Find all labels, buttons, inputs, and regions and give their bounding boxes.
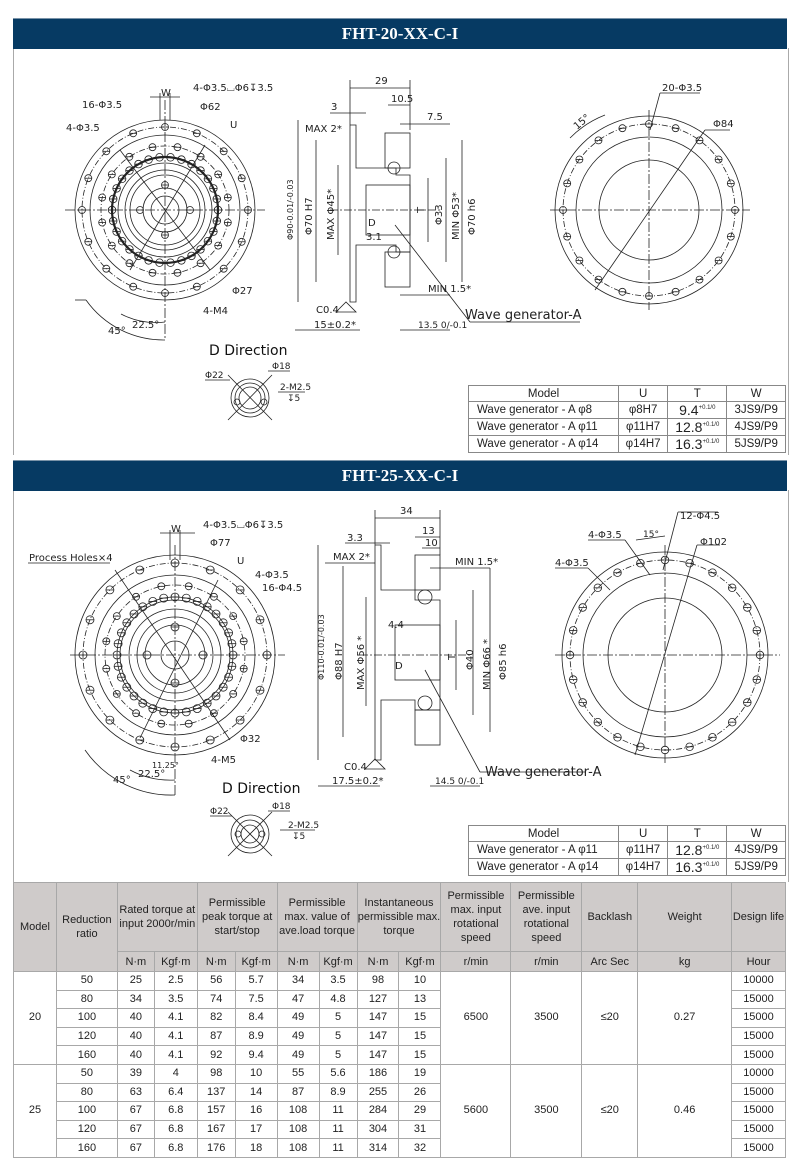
cell-peak-nm: 176 <box>197 1139 235 1158</box>
cell-ratio: 50 <box>56 972 117 991</box>
label-15deg: 15° <box>643 530 659 540</box>
label-m4: 4-M4 <box>203 306 228 317</box>
label-max56: MAX Φ56 * <box>356 635 367 690</box>
label-angle-11: 11.25° <box>152 761 179 770</box>
cell-life: 10000 <box>731 972 785 991</box>
wg-header-t: T <box>668 826 727 842</box>
cell-rated-nm: 34 <box>117 990 154 1009</box>
cell-life: 15000 <box>731 1102 785 1121</box>
label-u: U <box>230 120 238 131</box>
header-instant: Instantaneous permissible max. torque <box>357 883 441 952</box>
unit-kg: kg <box>638 952 732 972</box>
wg-header-model: Model <box>469 826 619 842</box>
rear-view-fht25 <box>555 512 780 765</box>
spec-row <box>14 972 786 991</box>
cell-life: 15000 <box>731 1027 785 1046</box>
cell-ratio: 80 <box>56 1083 117 1102</box>
cell-ave-kgf: 11 <box>319 1120 357 1139</box>
wg-header-model: Model <box>469 386 619 402</box>
label-holes-c: 4-Φ3.5 <box>255 570 289 581</box>
unit-nm: N·m <box>277 952 319 972</box>
label-angle-45: 45° <box>108 326 126 337</box>
cell-ratio: 80 <box>56 990 117 1009</box>
cell-rated-kgf: 6.8 <box>154 1139 197 1158</box>
unit-arcsec: Arc Sec <box>582 952 638 972</box>
cell-inst-kgf: 13 <box>399 990 441 1009</box>
label-14-5: 14.5 0/-0.1 <box>435 777 485 787</box>
label-holes-a: 4-Φ3.5⌴Φ6↧3.5 <box>203 520 284 531</box>
cell-rated-kgf: 6.4 <box>154 1083 197 1102</box>
wg-header-t: T <box>668 386 727 402</box>
d-direction-title-fht20: D Direction <box>209 343 288 359</box>
cell-ave-kgf: 5 <box>319 1046 357 1065</box>
label-d: D <box>395 661 403 672</box>
cell-weight: 0.27 <box>638 972 732 1065</box>
wg-header-u: U <box>619 826 668 842</box>
label-dia70h7: Φ70 H7 <box>304 197 315 235</box>
cell-ave-nm: 47 <box>277 990 319 1009</box>
label-dia85h6: Φ85 h6 <box>498 643 509 680</box>
wave-generator-table-fht25 <box>468 825 786 876</box>
wg-row: Wave generator - A φ8 φ8H7 $9.4^{+0.1/0}$ 3JS9/P9 <box>469 402 786 419</box>
cell-peak-nm: 137 <box>197 1083 235 1102</box>
unit-kgfm: Kgf·m <box>235 952 277 972</box>
cell-peak-kgf: 5.7 <box>235 972 277 991</box>
header-life: Design life <box>731 883 785 952</box>
label-15deg: 15° <box>571 112 593 133</box>
cell-rated-nm: 40 <box>117 1009 154 1028</box>
label-max45: MAX Φ45* <box>326 188 337 240</box>
cell-ave-kgf: 11 <box>319 1102 357 1121</box>
label-29: 29 <box>375 76 388 87</box>
cell-inst-nm: 304 <box>357 1120 399 1139</box>
spec-table-body <box>14 972 786 1158</box>
cell-peak-nm: 167 <box>197 1120 235 1139</box>
label-t: T <box>447 653 458 660</box>
cell-rated-kgf: 3.5 <box>154 990 197 1009</box>
label-17-5: 17.5±0.2* <box>332 776 384 787</box>
wave-generator-table-fht20 <box>468 385 786 453</box>
cell-ratio: 50 <box>56 1064 117 1083</box>
label-holes-a: 4-Φ3.5⌴Φ6↧3.5 <box>193 83 274 94</box>
cell-rated-nm: 40 <box>117 1046 154 1065</box>
header-peak: Permissible peak torque at start/stop <box>197 883 277 952</box>
label-dia84: Φ84 <box>713 119 734 130</box>
cell-rated-kgf: 4 <box>154 1064 197 1083</box>
wg-header-w: W <box>727 386 786 402</box>
header-ave-load: Permissible max. value of ave.load torque <box>277 883 357 952</box>
label-13-5: 13.5 0/-0.1 <box>418 321 468 331</box>
spec-row <box>14 1064 786 1083</box>
cell-inst-nm: 314 <box>357 1139 399 1158</box>
header-max-speed: Permissible max. input rotational speed <box>441 883 511 952</box>
cell-ave-kgf: 3.5 <box>319 972 357 991</box>
cell-rated-nm: 67 <box>117 1120 154 1139</box>
cell-life: 15000 <box>731 1009 785 1028</box>
cell-ratio: 120 <box>56 1027 117 1046</box>
header-rated: Rated torque at input 2000r/min <box>117 883 197 952</box>
unit-rpm: r/min <box>441 952 511 972</box>
label-angle-22: 22.5° <box>138 769 166 780</box>
cell-ratio: 100 <box>56 1102 117 1121</box>
label-holes-c: 4-Φ3.5 <box>66 123 100 134</box>
cell-ave-speed: 3500 <box>511 1064 582 1157</box>
label-dd-22: Φ22 <box>205 371 224 381</box>
cell-peak-kgf: 8.4 <box>235 1009 277 1028</box>
cell-model: 20 <box>14 972 57 1065</box>
label-dd-thread: 2-M2.5 <box>280 383 312 393</box>
cell-inst-kgf: 29 <box>399 1102 441 1121</box>
label-t: T <box>416 206 427 213</box>
cell-life: 15000 <box>731 1046 785 1065</box>
unit-kgfm: Kgf·m <box>319 952 357 972</box>
label-holes-b: 16-Φ3.5 <box>82 100 123 111</box>
label-m5: 4-M5 <box>211 755 236 766</box>
cell-ave-nm: 108 <box>277 1120 319 1139</box>
cell-backlash: ≤20 <box>582 1064 638 1157</box>
header-model: Model <box>14 883 57 972</box>
cell-inst-nm: 284 <box>357 1102 399 1121</box>
label-12-holes: 12-Φ4.5 <box>680 511 721 522</box>
unit-kgfm: Kgf·m <box>154 952 197 972</box>
cell-ave-speed: 3500 <box>511 972 582 1065</box>
cell-inst-nm: 147 <box>357 1046 399 1065</box>
label-dd-depth: ↧5 <box>287 394 301 404</box>
cell-ave-nm: 49 <box>277 1009 319 1028</box>
cell-inst-kgf: 19 <box>399 1064 441 1083</box>
label-3-1: 3.1 <box>366 232 382 243</box>
cell-ratio: 100 <box>56 1009 117 1028</box>
cell-ratio: 160 <box>56 1046 117 1065</box>
label-process-holes: Process Holes×4 <box>29 553 113 564</box>
header-backlash: Backlash <box>582 883 638 952</box>
label-3-3: 3.3 <box>347 533 363 544</box>
cell-backlash: ≤20 <box>582 972 638 1065</box>
label-dia33: Φ33 <box>434 204 445 225</box>
d-direction-title-fht25: D Direction <box>222 781 301 797</box>
cell-peak-nm: 82 <box>197 1009 235 1028</box>
label-holes-b: 16-Φ4.5 <box>262 583 303 594</box>
cell-rated-kgf: 4.1 <box>154 1009 197 1028</box>
label-min1-5: MIN 1.5* <box>455 557 499 568</box>
cell-inst-kgf: 10 <box>399 972 441 991</box>
cell-rated-kgf: 2.5 <box>154 972 197 991</box>
cell-inst-kgf: 26 <box>399 1083 441 1102</box>
cell-peak-kgf: 14 <box>235 1083 277 1102</box>
cell-peak-kgf: 8.9 <box>235 1027 277 1046</box>
cell-ave-nm: 49 <box>277 1027 319 1046</box>
cell-ave-kgf: 5.6 <box>319 1064 357 1083</box>
cell-peak-kgf: 18 <box>235 1139 277 1158</box>
label-angle-22: 22.5° <box>132 320 160 331</box>
cell-inst-kgf: 15 <box>399 1009 441 1028</box>
cell-rated-kgf: 6.8 <box>154 1120 197 1139</box>
label-dia40: Φ40 <box>465 649 476 670</box>
label-20-holes: 20-Φ3.5 <box>662 83 703 94</box>
wg-row: Wave generator - A φ11 φ11H7 $12.8^{+0.1/0}$ 4JS9/P9 <box>469 842 786 859</box>
unit-kgfm: Kgf·m <box>399 952 441 972</box>
label-dia88h7: Φ88 H7 <box>334 642 345 680</box>
label-c04: C0.4 <box>316 305 339 316</box>
cell-ave-nm: 108 <box>277 1139 319 1158</box>
cell-max-speed: 6500 <box>441 972 511 1065</box>
cell-rated-nm: 63 <box>117 1083 154 1102</box>
cell-rated-kgf: 4.1 <box>154 1027 197 1046</box>
label-u: U <box>237 556 245 567</box>
label-min1-5: MIN 1.5* <box>428 284 472 295</box>
cell-ave-nm: 55 <box>277 1064 319 1083</box>
cell-inst-kgf: 15 <box>399 1046 441 1065</box>
header-ave-speed: Permissible ave. input rotational speed <box>511 883 582 952</box>
cell-peak-nm: 98 <box>197 1064 235 1083</box>
cell-peak-kgf: 7.5 <box>235 990 277 1009</box>
cell-model: 25 <box>14 1064 57 1157</box>
label-dia102: Φ102 <box>700 537 727 548</box>
cell-inst-kgf: 32 <box>399 1139 441 1158</box>
cell-inst-kgf: 31 <box>399 1120 441 1139</box>
cell-peak-nm: 157 <box>197 1102 235 1121</box>
cell-inst-nm: 147 <box>357 1009 399 1028</box>
cell-inst-nm: 255 <box>357 1083 399 1102</box>
unit-nm: N·m <box>357 952 399 972</box>
label-dia110: Φ110-0.01/-0.03 <box>317 614 326 680</box>
unit-hour: Hour <box>731 952 785 972</box>
cell-ave-nm: 49 <box>277 1046 319 1065</box>
cell-ave-nm: 108 <box>277 1102 319 1121</box>
cell-life: 15000 <box>731 1120 785 1139</box>
wg-row: Wave generator - A φ14 φ14H7 $16.3^{+0.1/0}$ 5JS9/P9 <box>469 859 786 876</box>
cell-peak-nm: 56 <box>197 972 235 991</box>
cell-ave-kgf: 4.8 <box>319 990 357 1009</box>
section-title-fht20: FHT-20-XX-C-I <box>13 18 787 49</box>
label-w: W <box>171 524 181 535</box>
header-weight: Weight <box>638 883 732 952</box>
wg-header-u: U <box>619 386 668 402</box>
cell-ave-kgf: 11 <box>319 1139 357 1158</box>
front-view-fht25 <box>28 530 285 795</box>
cell-ave-kgf: 5 <box>319 1027 357 1046</box>
cell-rated-nm: 67 <box>117 1102 154 1121</box>
cell-inst-nm: 147 <box>357 1027 399 1046</box>
label-dd-18: Φ18 <box>272 802 291 812</box>
cell-inst-nm: 98 <box>357 972 399 991</box>
label-max2: MAX 2* <box>333 552 370 563</box>
cell-ave-nm: 87 <box>277 1083 319 1102</box>
label-4-holes-b: 4-Φ3.5 <box>555 558 589 569</box>
wg-header-w: W <box>727 826 786 842</box>
cell-life: 15000 <box>731 1139 785 1158</box>
section-title-fht25: FHT-25-XX-C-I <box>13 460 787 491</box>
label-dia27: Φ27 <box>232 286 253 297</box>
label-dia70h6: Φ70 h6 <box>467 198 478 235</box>
cell-peak-kgf: 9.4 <box>235 1046 277 1065</box>
cell-life: 15000 <box>731 990 785 1009</box>
label-10-5: 10.5 <box>391 94 414 105</box>
cell-rated-nm: 40 <box>117 1027 154 1046</box>
spec-table <box>13 882 786 1158</box>
cell-rated-kgf: 4.1 <box>154 1046 197 1065</box>
cell-rated-kgf: 6.8 <box>154 1102 197 1121</box>
cell-peak-nm: 74 <box>197 990 235 1009</box>
label-angle-45: 45° <box>113 775 131 786</box>
label-dd-18: Φ18 <box>272 362 291 372</box>
cell-life: 15000 <box>731 1083 785 1102</box>
unit-nm: N·m <box>117 952 154 972</box>
label-dd-thread: 2-M2.5 <box>288 821 320 831</box>
label-13: 13 <box>422 526 435 537</box>
cell-rated-nm: 39 <box>117 1064 154 1083</box>
label-7-5: 7.5 <box>427 112 443 123</box>
label-15: 15±0.2* <box>314 320 357 331</box>
label-min53: MIN Φ53* <box>451 192 462 240</box>
cell-inst-kgf: 15 <box>399 1027 441 1046</box>
cell-max-speed: 5600 <box>441 1064 511 1157</box>
unit-rpm: r/min <box>511 952 582 972</box>
label-4-4: 4.4 <box>388 620 404 631</box>
cell-life: 10000 <box>731 1064 785 1083</box>
cell-peak-kgf: 10 <box>235 1064 277 1083</box>
label-wave-generator: Wave generator-A <box>465 308 582 323</box>
label-dia90: Φ90-0.01/-0.03 <box>286 179 295 240</box>
label-min66: MIN Φ66 * <box>482 638 493 690</box>
wg-row: Wave generator - A φ14 φ14H7 $16.3^{+0.1/0}$ 5JS9/P9 <box>469 436 786 453</box>
cell-peak-kgf: 17 <box>235 1120 277 1139</box>
cell-peak-nm: 87 <box>197 1027 235 1046</box>
cell-peak-kgf: 16 <box>235 1102 277 1121</box>
cell-rated-nm: 67 <box>117 1139 154 1158</box>
label-10: 10 <box>425 538 438 549</box>
label-dia32: Φ32 <box>240 734 261 745</box>
label-3: 3 <box>331 102 338 113</box>
cell-ave-kgf: 5 <box>319 1009 357 1028</box>
label-w: W <box>161 88 171 99</box>
cell-inst-nm: 186 <box>357 1064 399 1083</box>
label-wave-generator: Wave generator-A <box>485 765 602 780</box>
label-34: 34 <box>400 506 413 517</box>
cell-inst-nm: 127 <box>357 990 399 1009</box>
label-c04: C0.4 <box>344 762 367 773</box>
cell-ave-nm: 34 <box>277 972 319 991</box>
cell-peak-nm: 92 <box>197 1046 235 1065</box>
label-max2: MAX 2* <box>305 124 342 135</box>
header-ratio: Reduction ratio <box>56 883 117 972</box>
cell-ratio: 120 <box>56 1120 117 1139</box>
label-dia62: Φ62 <box>200 102 221 113</box>
label-4-holes-a: 4-Φ3.5 <box>588 530 622 541</box>
label-d: D <box>368 218 376 229</box>
cell-weight: 0.46 <box>638 1064 732 1157</box>
label-dd-22: Φ22 <box>210 807 229 817</box>
cell-rated-nm: 25 <box>117 972 154 991</box>
cell-ave-kgf: 8.9 <box>319 1083 357 1102</box>
unit-nm: N·m <box>197 952 235 972</box>
label-dd-depth: ↧5 <box>292 832 306 842</box>
label-dia77: Φ77 <box>210 538 231 549</box>
wg-row: Wave generator - A φ11 φ11H7 $12.8^{+0.1/0}$ 4JS9/P9 <box>469 419 786 436</box>
cell-ratio: 160 <box>56 1139 117 1158</box>
